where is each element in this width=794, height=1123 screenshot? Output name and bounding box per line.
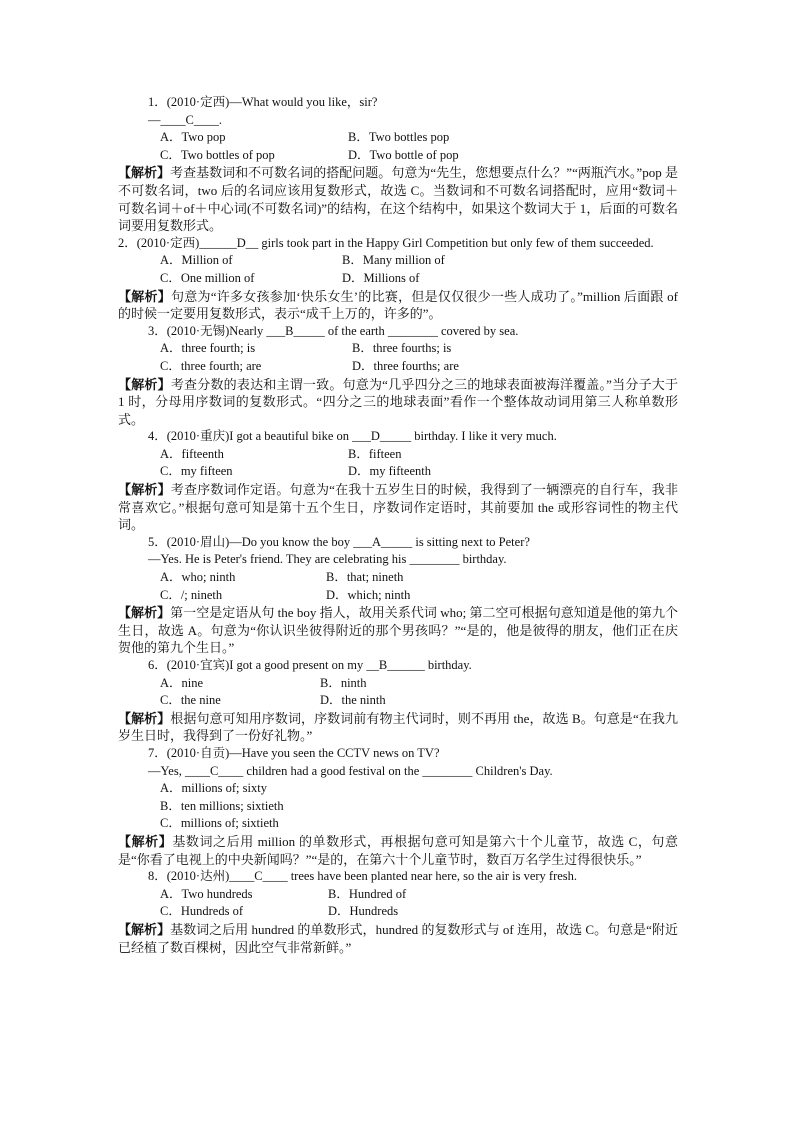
question-1: [118, 94, 678, 235]
option-b: B．fifteen: [348, 446, 402, 461]
options-row: [118, 780, 678, 798]
options-row: [118, 903, 678, 921]
option-d: D．my fifteenth: [348, 464, 431, 479]
question-7: [118, 745, 678, 868]
analysis-tag: 【解析】: [118, 482, 171, 498]
question-stem: 7．(2010·自贡)—Have you seen the CCTV news on TV?: [148, 745, 440, 760]
option-d: D．three fourths; are: [352, 358, 459, 373]
option-d: D．Two bottle of pop: [348, 147, 459, 162]
option-b: B．three fourths; is: [352, 341, 452, 356]
option-c: C．the nine: [160, 693, 221, 708]
analysis: [118, 164, 678, 234]
options-row: [118, 587, 678, 605]
options-row: [118, 798, 678, 816]
option-a: A．fifteenth: [160, 446, 224, 461]
option-a: A．three fourth; is: [160, 341, 256, 356]
analysis: [118, 921, 678, 956]
option-c: C．my fifteen: [160, 464, 233, 479]
question-6: [118, 657, 678, 745]
options-row: [118, 675, 678, 693]
question-8: [118, 868, 678, 956]
option-d: D．Hundreds: [328, 904, 399, 919]
options-row: [118, 886, 678, 904]
analysis-tag: 【解析】: [118, 710, 171, 726]
question-5: [118, 534, 678, 657]
option-a: A．Two hundreds: [160, 886, 253, 901]
option-b: B．Hundred of: [328, 886, 407, 901]
options-row: [118, 252, 678, 270]
options-row: [118, 129, 678, 147]
analysis-tag: 【解析】: [118, 165, 171, 181]
question-stem: 3．(2010·无锡)Nearly ___B_____ of the earth ________ covered by sea.: [148, 323, 519, 338]
analysis: [118, 710, 678, 745]
analysis-tag: 【解析】: [118, 288, 171, 304]
option-a: A．who; ninth: [160, 570, 236, 585]
analysis-tag: 【解析】: [118, 376, 171, 392]
question-continuation: —Yes. He is Peter's friend. They are celebrating his ________ birthday.: [148, 552, 507, 567]
analysis-tag: 【解析】: [118, 833, 173, 849]
question-3: [118, 323, 678, 429]
option-a: A．Two pop: [160, 130, 226, 145]
analysis-text: 考查基数词和不可数名词的搭配问题。句意为“先生，您想要点什么？”“两瓶汽水。”pop 是不可数名词，two 后的名词应该用复数形式，故选 C。当数词和不可数名词搭配时，应用“数词＋可数名词＋of＋中心词(不可数名词)”的结构，在这个结构中，如果这个数词大于 1，后面的可数名词要用复数形式。: [118, 165, 678, 234]
option-c: C．/; nineth: [160, 587, 223, 602]
analysis: [118, 481, 678, 534]
option-b: B．that; nineth: [326, 570, 404, 585]
option-c: C．three fourth; are: [160, 358, 262, 373]
question-stem: 1．(2010·定西)—What would you like，sir?: [148, 95, 378, 109]
question-stem: 6．(2010·宜宾)I got a good present on my __B______ birthday.: [148, 658, 472, 672]
question-stem: 4．(2010·重庆)I got a beautiful bike on ___D_____ birthday. I like it very much.: [148, 429, 557, 444]
analysis-tag: 【解析】: [118, 605, 171, 621]
document-page: [118, 94, 678, 956]
question-stem: 8．(2010·达州)____C____ trees have been planted near here, so the air is very fresh.: [148, 869, 578, 884]
option-c: C．Hundreds of: [160, 904, 243, 919]
option-b: B．Two bottles pop: [348, 130, 450, 145]
analysis-text: 考查分数的表达和主谓一致。句意为“几乎四分之三的地球表面被海洋覆盖。”当分子大于 1 时，分母用序数词的复数形式。“四分之三的地球表面”看作一个整体故动词用第三人称单数形式。: [118, 376, 678, 427]
question-stem: 5．(2010·眉山)—Do you know the boy ___A_____ is sitting next to Peter?: [148, 534, 530, 549]
option-d: D．Millions of: [342, 270, 420, 285]
options-row: [118, 692, 678, 710]
option-b: B．ninth: [320, 675, 367, 690]
options-row: [118, 147, 678, 165]
options-row: [118, 446, 678, 464]
option-a: A．millions of; sixty: [160, 781, 267, 796]
question-continuation: —____C____.: [148, 112, 222, 127]
question-4: [118, 428, 678, 534]
option-a: A．Million of: [160, 253, 233, 268]
option-d: D．the ninth: [320, 693, 386, 708]
analysis-text: 基数词之后用 hundred 的单数形式，hundred 的复数形式与 of 连用，故选 C。句意是“附近已经植了数百棵树，因此空气非常新鲜。”: [118, 921, 678, 955]
question-continuation: —Yes, ____C____ children had a good festival on the ________ Children's Day.: [148, 763, 553, 778]
analysis: [118, 288, 678, 323]
options-row: [118, 463, 678, 481]
options-row: [118, 815, 678, 833]
analysis-text: 句意为“许多女孩参加‘快乐女生’的比赛，但是仅仅很少一些人成功了。”million 后面跟 of 的时候一定要用复数形式，表示“成千上万的，许多的”。: [118, 288, 678, 322]
option-d: D．which; ninth: [326, 587, 411, 602]
analysis-text: 根据句意可知用序数词，序数词前有物主代词时，则不再用 the，故选 B。句意是“在我九岁生日时，我得到了一份好礼物。”: [118, 710, 678, 744]
options-row: [118, 270, 678, 288]
option-b: B．ten millions; sixtieth: [160, 798, 284, 813]
option-c: C．Two bottles of pop: [160, 147, 275, 162]
analysis-text: 基数词之后用 million 的单数形式，再根据句意可知是第六十个儿童节，故选 C，句意是“你看了电视上的中央新闻吗？”“是的，在第六十个儿童节时，数百万名学生过得很快乐。”: [118, 833, 678, 867]
question-2: [118, 235, 678, 323]
options-row: [118, 358, 678, 376]
option-c: C．One million of: [160, 270, 255, 285]
analysis-tag: 【解析】: [118, 921, 171, 937]
option-c: C．millions of; sixtieth: [160, 816, 279, 831]
option-a: A．nine: [160, 675, 204, 690]
options-row: [118, 569, 678, 587]
options-row: [118, 340, 678, 358]
analysis-text: 第一空是定语从句 the boy 指人，故用关系代词 who; 第二空可根据句意知道是他的第九个生日，故选 A。句意为“你认识坐彼得附近的那个男孩吗？”“是的，他是彼得的朋友，他们正在庆贺他的第九个生日。”: [118, 605, 678, 656]
analysis: [118, 833, 678, 868]
analysis: [118, 604, 678, 657]
analysis: [118, 376, 678, 429]
option-b: B．Many million of: [342, 253, 445, 268]
analysis-text: 考查序数词作定语。句意为“在我十五岁生日的时候，我得到了一辆漂亮的自行车，我非常喜欢它。”根据句意可知是第十五个生日，序数词作定语时，其前要加 the 或形容词性的物主代词。: [118, 482, 678, 533]
question-stem: 2．(2010·定西)______D__ girls took part in the Happy Girl Competition but only few of them succeeded.: [118, 235, 654, 250]
